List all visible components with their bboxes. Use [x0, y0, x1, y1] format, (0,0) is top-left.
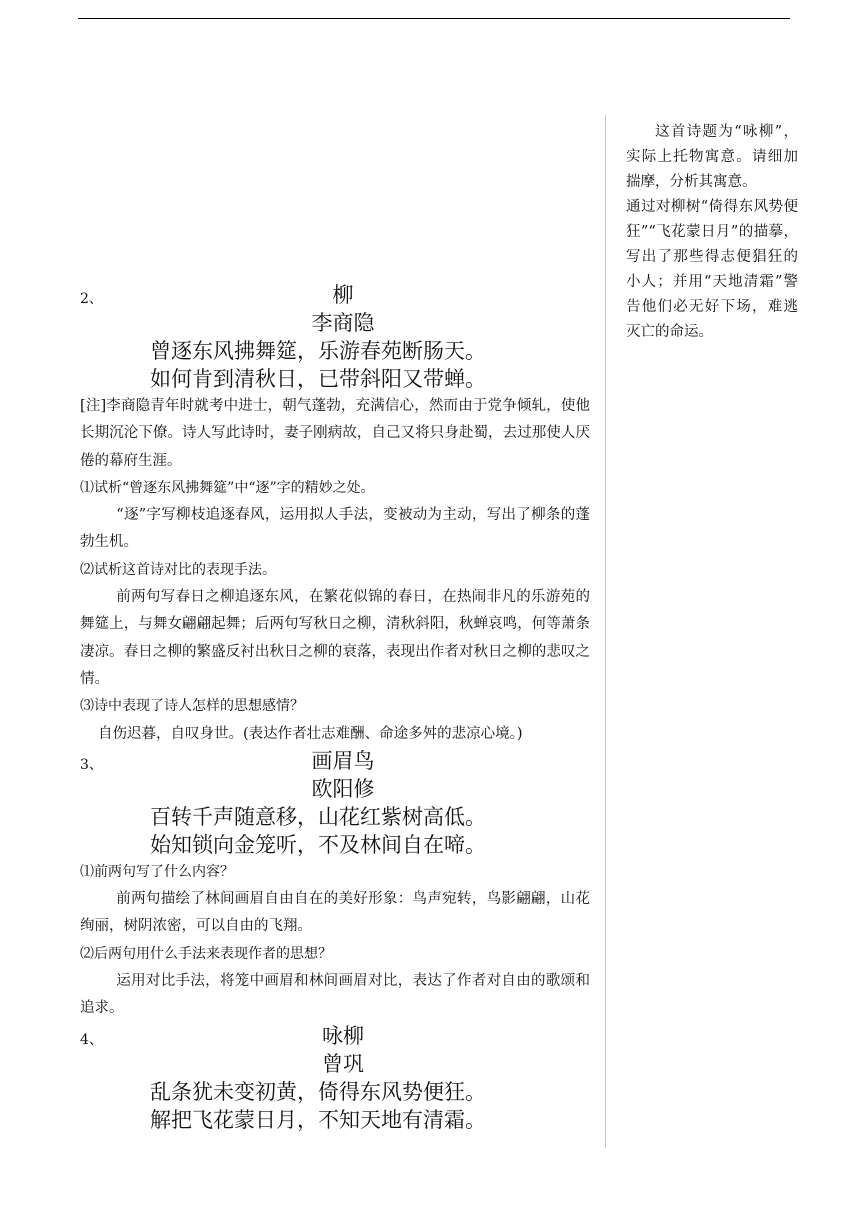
side-note [626, 120, 798, 345]
question: ⑴前两句写了什么内容？ [80, 863, 234, 880]
poem-section-2 [80, 282, 590, 748]
poem-note: [注]李商隐青年时就考中进士，朝气蓬勃，充满信心，然而由于党争倾轧，使他长期沉沦下僚。诗人写此诗时，妻子刚病故，自己又将只身赴蜀，去过那使人厌倦的幕府生涯。 [80, 398, 590, 469]
header-rule [78, 18, 790, 19]
poem-line: 百转千声随意移，山花红紫树高低。 [150, 804, 486, 829]
main-column [80, 282, 590, 1134]
question: ⑵试析这首诗对比的表现手法。 [80, 561, 276, 578]
question: ⑶诗中表现了诗人怎样的思想感情？ [80, 698, 304, 715]
answer: “逐”字写柳枝追逐春风，运用拟人手法，变被动为主动，写出了柳条的蓬勃生机。 [80, 507, 590, 551]
question: ⑵后两句用什么手法来表现作者的思想？ [80, 945, 332, 962]
poem-line: 曾逐东风拂舞筵，乐游春苑断肠天。 [150, 339, 486, 363]
poem-section-4 [80, 1023, 590, 1134]
poem-line: 如何肯到清秋日，已带斜阳又带蝉。 [150, 367, 486, 391]
answer: 前两句写春日之柳追逐东风，在繁花似锦的春日，在热闹非凡的乐游苑的舞筵上，与舞女翩翩起舞；后两句写秋日之柳，清秋斜阳，秋蝉哀鸣，何等萧条凄凉。春日之柳的繁盛反衬出秋日之柳的衰落，表现出作者对秋日之柳的悲叹之情。 [80, 589, 590, 687]
poem-line: 始知锁向金笼听，不及林间自在啼。 [150, 832, 486, 857]
section-number: 4、 [80, 1031, 103, 1048]
answer: 运用对比手法，将笼中画眉和林间画眉对比，表达了作者对自由的歌颂和追求。 [80, 973, 590, 1017]
column-divider [605, 115, 606, 1148]
poem-author: 李商隐 [311, 311, 375, 335]
poem-title: 柳 [332, 283, 354, 307]
answer: 前两句描绘了林间画眉自由自在的美好形象：鸟声宛转，鸟影翩翩，山花绚丽，树阴浓密，可以自由的飞翔。 [80, 891, 590, 935]
question: ⑴试析“曾逐东风拂舞筵”中“逐”字的精妙之处。 [80, 479, 375, 496]
answer: 自伤迟暮，自叹身世。(表达作者壮志难酬、命途多舛的悲凉心境。) [98, 725, 523, 742]
poem-author: 曾巩 [322, 1051, 364, 1076]
side-answer: 通过对柳树“倚得东风势便狂”“飞花蒙日月”的描摹，写出了那些得志便猖狂的小人；并用“天地清霜”警告他们必无好下场，难逃灭亡的命运。 [626, 199, 798, 340]
poem-title: 咏柳 [322, 1023, 364, 1048]
poem-line: 乱条犹未变初黄，倚得东风势便狂。 [150, 1079, 486, 1104]
side-question: 这首诗题为“咏柳”，实际上托物寓意。请细加揣摩，分析其寓意。 [626, 124, 798, 190]
section-number: 2、 [80, 291, 103, 307]
poem-author: 欧阳修 [311, 776, 375, 801]
poem-title: 画眉鸟 [311, 748, 375, 773]
section-number: 3、 [80, 756, 103, 773]
poem-line: 解把飞花蒙日月，不知天地有清霜。 [150, 1107, 486, 1132]
poem-section-3 [80, 748, 590, 1023]
